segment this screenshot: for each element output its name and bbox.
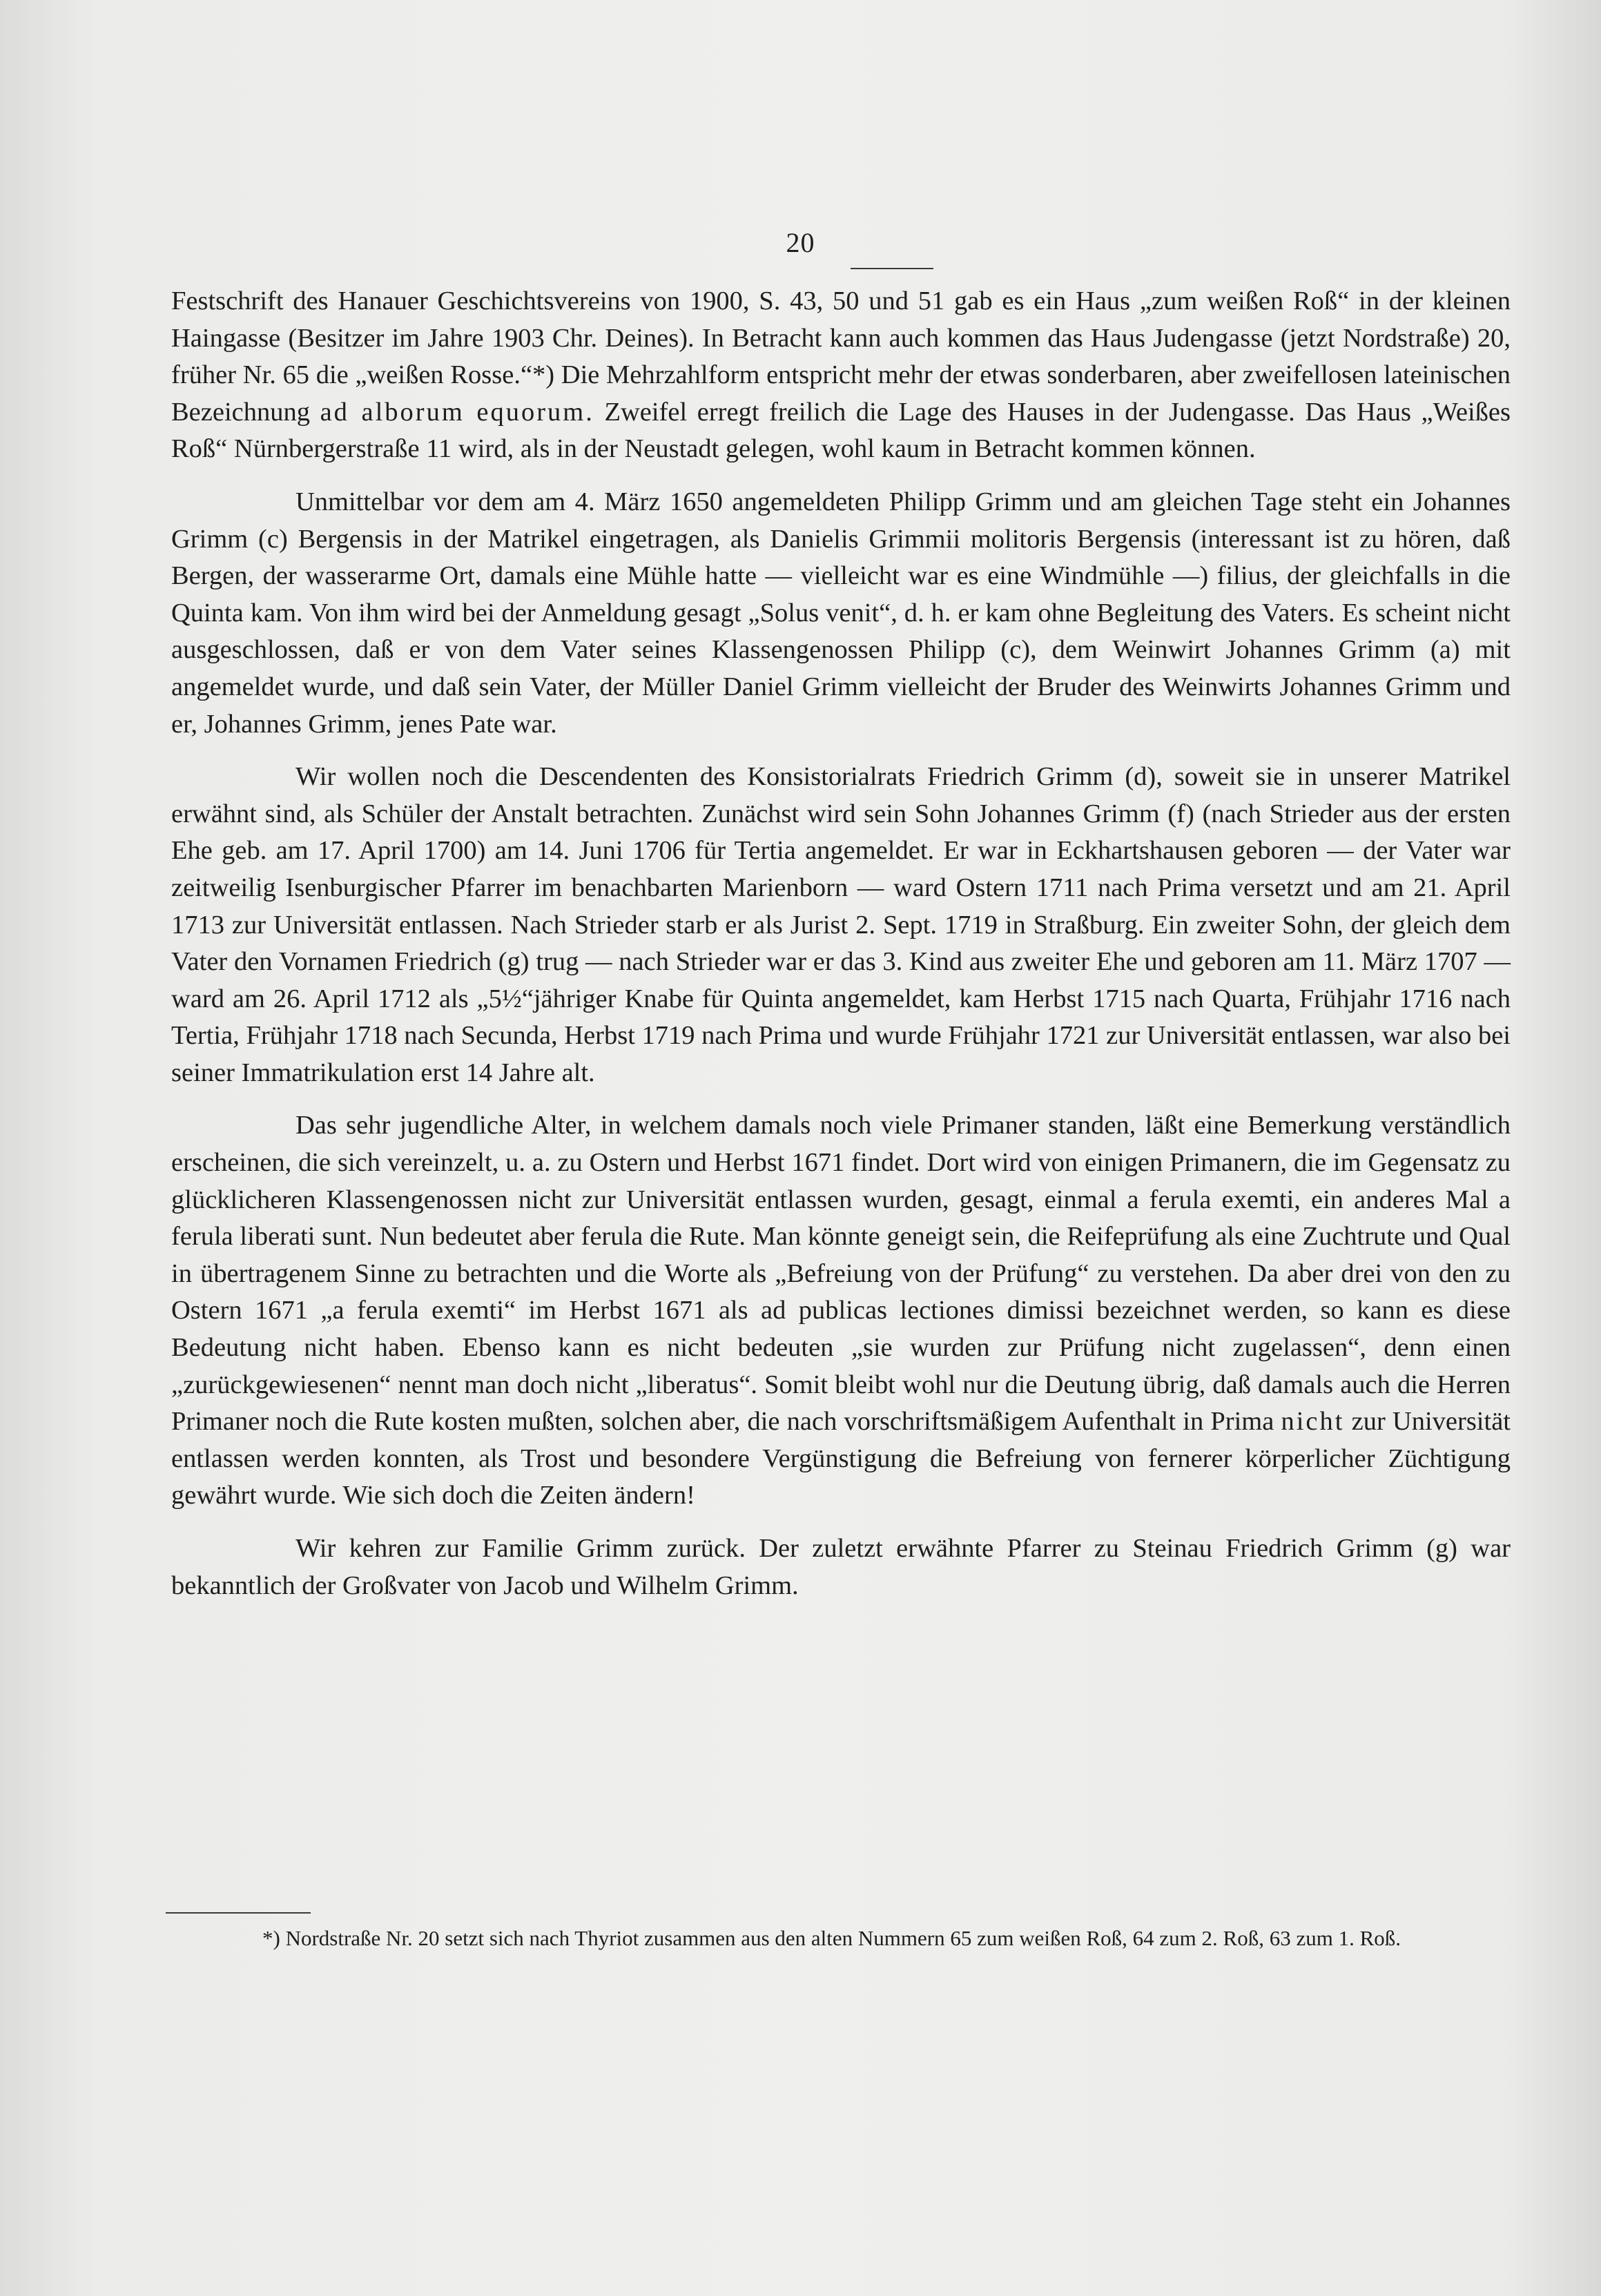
page-number: 20 bbox=[786, 227, 815, 258]
paragraph-1-text-after: Zweifel erregt freilich die Lage des Hauses in der Judengasse. Das Haus „Weißes Roß“ Nürnbergerstraße 11 wird, als in der Neustadt gelegen, wohl kaum in Betracht kommen können. bbox=[171, 397, 1511, 464]
paragraph-5: Wir kehren zur Familie Grimm zurück. Der zuletzt erwähnte Pfarrer zu Steinau Friedrich Grimm (g) war bekanntlich der Großvater von Jacob und Wilhelm Grimm. bbox=[171, 1534, 1511, 1600]
paragraph-4-text-after: zur Universität entlassen werden konnten, als Trost und besondere Vergünstigung die Befreiung von fernerer körperlicher Züchtigung gewährt wurde. Wie sich doch die Zeiten ändern! bbox=[171, 1407, 1511, 1510]
paragraph-4 bbox=[171, 1107, 1511, 1515]
body-text bbox=[171, 283, 1511, 1620]
footnote: *) Nordstraße Nr. 20 setzt sich nach Thyriot zusammen aus den alten Nummern 65 zum weißen Roß, 64 zum 2. Roß, 63 zum 1. Roß. bbox=[262, 1926, 1401, 1950]
paragraph-3: Wir wollen noch die Descendenten des Konsistorialrats Friedrich Grimm (d), soweit sie in unserer Matrikel erwähnt sind, als Schüler der Anstalt betrachten. Zunächst wird sein Sohn Johannes Grimm (f) (nach Strieder aus der ersten Ehe geb. am 17. April 1700) am 14. Juni 1706 für Tertia angemeldet. Er war in Eckhartshausen geboren — der Vater war zeitweilig Isenburgischer Pfarrer im benachbarten Marienborn — ward Ostern 1711 nach Prima versetzt und am 21. April 1713 zur Universität entlassen. Nach Strieder starb er als Jurist 2. Sept. 1719 in Straßburg. Ein zweiter Sohn, der gleich dem Vater den Vornamen Friedrich (g) trug — nach Strieder war er das 3. Kind aus zweiter Ehe und geboren am 11. März 1707 — ward am 26. April 1712 als „5½“jähriger Knabe für Quinta angemeldet, kam Herbst 1715 nach Quarta, Frühjahr 1716 nach Tertia, Frühjahr 1718 nach Secunda, Herbst 1719 nach Prima und wurde Frühjahr 1721 zur Universität entlassen, war also bei seiner Immatrikulation erst 14 Jahre alt. bbox=[171, 762, 1511, 1087]
paragraph-4-text: Das sehr jugendliche Alter, in welchem damals noch viele Primaner standen, läßt eine Bemerkung verständlich erscheinen, die sich vereinzelt, u. a. zu Ostern und Herbst 1671 findet. Dort wird von einigen Primanern, die im Gegensatz zu glücklicheren Klassengenossen nicht zur Universität entlassen wurden, gesagt, einmal a ferula exemti, ein anderes Mal a ferula liberati sunt. Nun bedeutet aber ferula die Rute. Man könnte geneigt sein, die Reifeprüfung als eine Zuchtrute und Qual in übertragenem Sinne zu betrachten und die Worte als „Befreiung von der Prüfung“ zu verstehen. Da aber drei von den zu Ostern 1671 „a ferula exemti“ im Herbst 1671 als ad publicas lectiones dimissi bezeichnet werden, so kann es diese Bedeutung nicht haben. Ebenso kann es nicht bedeuten „sie wurden zur Prüfung nicht zugelassen“, denn einen „zurückgewiesenen“ nennt man doch nicht „liberatus“. Somit bleibt wohl nur die Deutung übrig, daß damals auch die Herren Primaner noch die Rute kosten mußten, solchen aber, die nach vorschriftsmäßigem Aufenthalt in Prima bbox=[171, 1111, 1511, 1437]
paragraph-1 bbox=[171, 283, 1511, 468]
paragraph-2: Unmittelbar vor dem am 4. März 1650 angemeldeten Philipp Grimm und am gleichen Tage steht ein Johannes Grimm (c) Bergensis in der Matrikel eingetragen, als Danielis Grimmii molitoris Bergensis (interessant ist zu hören, daß Bergen, der wasserarme Ort, damals eine Mühle hatte — vielleicht war es eine Windmühle —) filius, der gleichfalls in die Quinta kam. Von ihm wird bei der Anmeldung gesagt „Solus venit“, d. h. er kam ohne Begleitung des Vaters. Es scheint nicht ausgeschlossen, daß er von dem Vater seines Klassengenossen Philipp (c), dem Weinwirt Johannes Grimm (a) mit angemeldet wurde, und daß sein Vater, der Müller Daniel Grimm vielleicht der Bruder des Weinwirts Johannes Grimm und er, Johannes Grimm, jenes Pate war. bbox=[171, 487, 1511, 739]
paragraph-1-text: Festschrift des Hanauer Geschichtsvereins von 1900, S. 43, 50 und 51 gab es ein Haus „zum weißen Roß“ in der kleinen Haingasse (Besitzer im Jahre 1903 Chr. Deines). In Betracht kann auch kommen das Haus Judengasse (jetzt Nordstraße) 20, früher Nr. 65 die „weißen Rosse.“*) Die Mehrzahlform entspricht mehr der etwas sonderbaren, aber zweifellosen lateinischen Bezeichnung bbox=[171, 286, 1511, 427]
paragraph-4-spaced-word: nicht bbox=[1281, 1407, 1345, 1437]
paragraph-1-spaced-phrase: ad alborum equorum. bbox=[320, 397, 594, 427]
footnote-rule bbox=[166, 1912, 311, 1914]
page-number-rule bbox=[851, 268, 933, 269]
